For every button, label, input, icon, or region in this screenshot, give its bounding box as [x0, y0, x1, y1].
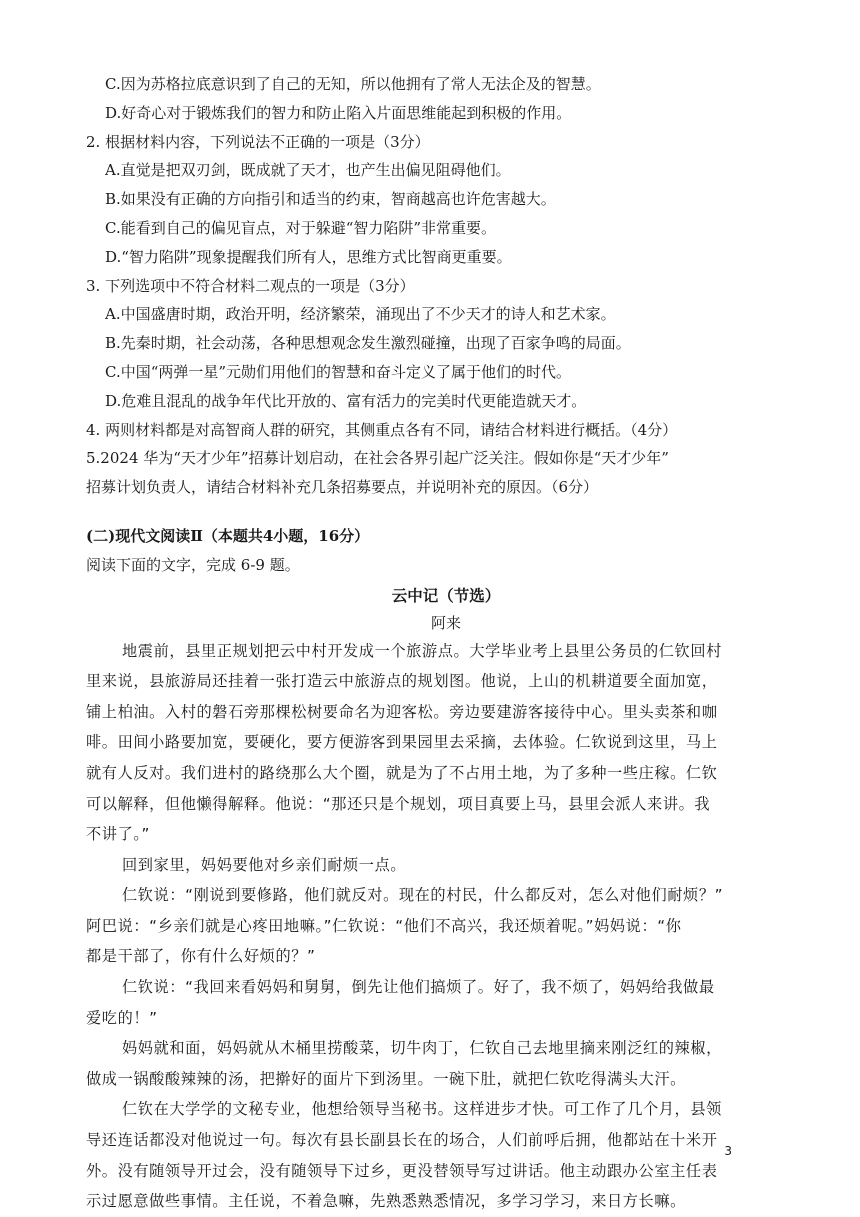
question-2 [86, 128, 770, 272]
passage-title: 云中记（节选） [391, 585, 501, 605]
paragraph [86, 850, 770, 881]
paragraph-line: 地震前，县里正规划把云中村开发成一个旅游点。大学毕业考上县里公务员的仁钦回村 [122, 641, 722, 660]
q2-option-a: A.直觉是把双刃剑，既成就了天才，也产生出偏见阻碍他们。 [105, 161, 511, 180]
section-heading: (二)现代文阅读Ⅱ（本题共4小题，16分） [86, 526, 370, 545]
paragraph-line: 做成一锅酸酸辣辣的汤，把擀好的面片下到汤里。一碗下肚，就把仁钦吃得满头大汗。 [86, 1069, 686, 1088]
paragraph-line: 示过愿意做些事情。主任说，不着急嘛，先熟悉熟悉情况，多学习学习，来日方长嘛。 [86, 1192, 686, 1211]
paragraph [86, 880, 770, 972]
q3-option-a: A.中国盛唐时期，政治开明，经济繁荣，涌现出了不少天才的诗人和艺术家。 [105, 305, 616, 324]
paragraph-line: 铺上柏油。入村的磐石旁那棵松树要命名为迎客松。旁边要建游客接待中心。里头卖茶和咖 [86, 702, 718, 721]
paragraph-line: 可以解释，但他懒得解释。他说：“那还只是个规划，项目真要上马，县里会派人来讲。我 [86, 794, 711, 813]
paragraph-line: 就有人反对。我们进村的路绕那么大个圈，就是为了不占用土地，为了多种一些庄稼。仁钦 [86, 763, 718, 782]
passage-author: 阿来 [430, 613, 461, 632]
q2-option-b: B.如果没有正确的方向指引和适当的约束，智商越高也许危害越大。 [105, 190, 556, 209]
paragraph-line: 仁钦说：“刚说到要修路，他们就反对。现在的村民，什么都反对，怎么对他们耐烦？” [122, 886, 724, 905]
section-instruction: 阅读下面的文字，完成 6-9 题。 [86, 555, 300, 574]
q3-option-b: B.先秦时期，社会动荡，各种思想观念发生激烈碰撞，出现了百家争鸣的局面。 [105, 334, 631, 353]
q1-option-d: D.好奇心对于锻炼我们的智力和防止陷入片面思维能起到积极的作用。 [105, 103, 572, 122]
paragraph [86, 1033, 770, 1094]
question-5 [86, 444, 770, 502]
q5-line-1: 5.2024 华为“天才少年”招募计划启动，在社会各界引起广泛关注。假如你是“天才少年” [86, 449, 669, 468]
q3-option-c: C.中国“两弹一星”元勋们用他们的智慧和奋斗定义了属于他们的时代。 [105, 362, 572, 381]
paragraph-line: 仁钦在大学学的文秘专业，他想给领导当秘书。这样进步才快。可工作了几个月，县领 [122, 1100, 722, 1119]
q2-option-d: D.“智力陷阱”现象提醒我们所有人，思维方式比智商更重要。 [105, 247, 512, 266]
q2-option-c: C.能看到自己的偏见盲点，对于躲避“智力陷阱”非常重要。 [105, 218, 497, 237]
paragraph-line: 不讲了。” [86, 825, 151, 844]
page-number: 3 [724, 1144, 732, 1158]
q1-option-c: C.因为苏格拉底意识到了自己的无知，所以他拥有了常人无法企及的智慧。 [105, 75, 601, 93]
q5-line-2: 招募计划负责人，请结合材料补充几条招募要点，并说明补充的原因。（6分） [86, 478, 599, 497]
q3-stem: 3. 下列选项中不符合材料二观点的一项是（3分） [86, 276, 415, 295]
q3-option-d: D.危难且混乱的战争年代比开放的、富有活力的完美时代更能造就天才。 [105, 391, 587, 410]
paragraph [86, 636, 770, 850]
paragraph-line: 仁钦说：“我回来看妈妈和舅舅，倒先让他们搞烦了。好了，我不烦了，妈妈给我做最 [122, 978, 715, 997]
paragraph-line: 外。没有随领导开过会，没有随领导下过乡，更没替领导写过讲话。他主动跟办公室主任表 [86, 1161, 718, 1180]
paragraph [86, 972, 770, 1033]
q2-stem: 2. 根据材料内容，下列说法不正确的一项是（3分） [86, 132, 430, 151]
paragraph-line: 里来说，县旅游局还挂着一张打造云中旅游点的规划图。他说，上山的机耕道要全面加宽， [86, 672, 718, 691]
paragraph-line: 爱吃的！” [86, 1008, 158, 1027]
paragraph-line: 回到家里，妈妈要他对乡亲们耐烦一点。 [122, 855, 407, 874]
paragraph-line: 都是干部了，你有什么好烦的？” [86, 947, 316, 966]
paragraph-line: 阿巴说：“乡亲们就是心疼田地嘛。”仁钦说：“他们不高兴，我还烦着呢。”妈妈说：“你 [86, 916, 682, 935]
paragraph-line: 妈妈就和面，妈妈就从木桶里捞酸菜，切牛肉丁，仁钦自己去地里摘来刚泛红的辣椒， [122, 1039, 722, 1058]
passage-body [86, 636, 770, 1217]
paragraph [86, 1094, 770, 1216]
q1-options [86, 70, 770, 128]
question-4: 4. 两则材料都是对高智商人群的研究，其侧重点各有不同，请结合材料进行概括。（4分） [86, 420, 678, 439]
paragraph-line: 啡。田间小路要加宽，要硬化，要方便游客到果园里去采摘，去体验。仁钦说到这里，马上 [86, 733, 718, 752]
paragraph-line: 导还连话都没对他说过一句。每次有县长副县长在的场合，人们前呼后拥，他都站在十米开 [86, 1131, 718, 1150]
question-3 [86, 272, 770, 416]
